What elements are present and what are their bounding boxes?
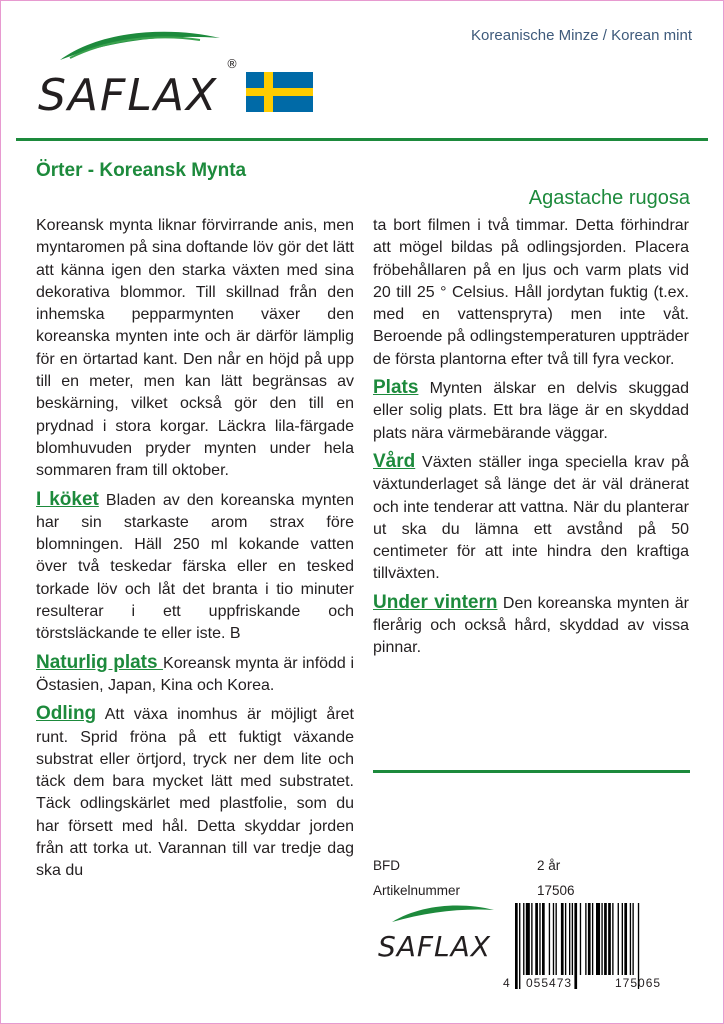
article-value: 17506	[537, 883, 575, 898]
barcode-bar	[572, 903, 573, 975]
barcode-bar	[592, 903, 593, 975]
left-column	[36, 215, 354, 889]
barcode-bar	[574, 903, 577, 989]
barcode-bar	[539, 903, 540, 975]
growing-text: Att växa inomhus är möjligt året runt. Sprid fröna på ett fuktigt växande substrat eller örtjord, tryck ner dem lite och täck dem bara mycket lätt med substratet. Täck odlingskärlet med plastfolie, som du har försett med hål. Detta skyddar jorden från att torka ut. Varannan till var tredje dag ska du	[36, 706, 354, 880]
barcode-bar	[569, 903, 570, 975]
barcode-bar	[630, 903, 631, 975]
barcode-bar	[608, 903, 611, 975]
location-heading: Plats	[373, 377, 419, 399]
barcode-bar	[523, 903, 524, 975]
header-divider	[16, 138, 708, 141]
barcode-bar	[585, 903, 586, 975]
care-heading: Vård	[373, 450, 416, 472]
barcode-bar	[601, 903, 602, 975]
natural-text: Koreansk mynta är infödd i Östasien, Japan, Kina och Korea.	[36, 654, 354, 694]
article-label: Artikelnummer	[373, 883, 461, 898]
barcode-bar	[632, 903, 633, 975]
winter-text: Den koreanska mynten är flerårig och också hård, skyddad av vissa pinnar.	[373, 594, 689, 657]
barcode-bar	[624, 903, 627, 975]
barcode-bar	[596, 903, 600, 975]
barcode-group-1: 055473	[526, 976, 573, 990]
natural-section	[36, 652, 354, 698]
barcode-bar	[553, 903, 554, 975]
logo-text: SAFLAX	[38, 70, 219, 121]
kitchen-heading: I köket	[36, 488, 99, 510]
barcode-bar	[519, 903, 520, 989]
latin-name: Agastache rugosa	[528, 187, 690, 209]
intro-paragraph: Koreansk mynta liknar förvirrande anis, men myntaromen på sina doftande löv gör det lätt att känna igen den starka växten med sina dekorativa blommor. Till skillnad från den inhemska pepparmynten växer den koreanska mynten inte och är därför lämplig för en örtartad kant. Den når en höjd på upp till en meter, men kan lätt begränsas av beskärning, vilket också gör den till en prydnad i stora korgar. Läckra lila-färgade blomhuvuden pryder mynten under hela sommaren fram till oktober.	[36, 217, 354, 480]
svg-text:®: ®	[226, 57, 238, 71]
barcode-bar	[535, 903, 538, 975]
kitchen-text: Bladen av den koreanska mynten har sin starkaste arom strax före blomningen. Häll 250 ml kokande vatten över två teskedar färska eller en tesked torkade löv och låt det branta i tio minuter resulterar i ett uppfriskande och törstsläckande te eller iste. B	[36, 491, 354, 643]
location-section	[373, 377, 689, 445]
barcode-bar	[622, 903, 623, 975]
barcode-bar	[549, 903, 550, 975]
growing-section	[36, 703, 354, 882]
barcode-group-2: 175065	[615, 976, 662, 990]
care-section	[373, 451, 689, 586]
winter-section	[373, 592, 689, 660]
barcode-bar	[588, 903, 591, 975]
bfd-label: BFD	[373, 858, 400, 873]
barcode-bar	[618, 903, 619, 975]
barcode-bar	[565, 903, 566, 975]
barcode-bar	[515, 903, 518, 989]
product-line: Koreanische Minze / Korean mint	[471, 27, 692, 44]
right-column	[373, 215, 689, 666]
barcode-bar	[580, 903, 581, 975]
saflax-logo-small	[372, 900, 504, 964]
care-text: Växten ställer inga speciella krav på växtunderlaget så länge det är väl dränerat och inte tenderar att vattna. När du planterar ut ska du lämna ett avstånd på 50 centimeter för att inte hindra den kraftiga tillväxten.	[373, 453, 689, 583]
growing-continued: ta bort filmen i två timmar. Detta förhindrar att mögel bildas på odlingsjorden. Placera fröbehållaren på en ljus och varm plats vid 20 till 25 ° Celsius. Håll jordytan fuktig (t.ex. med en vattensprута) men inte våt. Beroende på odlingstemperaturen uppträder de första plantorna efter två till fyra veckor.	[373, 217, 689, 368]
saflax-logo	[30, 22, 250, 122]
barcode-bar	[604, 903, 607, 975]
barcode-first-digit: 4	[503, 976, 510, 990]
bfd-value: 2 år	[537, 858, 561, 873]
barcode-bar	[612, 903, 613, 975]
growing-heading: Odling	[36, 703, 97, 725]
barcode-bar	[526, 903, 530, 975]
section-divider	[373, 770, 690, 773]
location-text: Mynten älskar en delvis skuggad eller solig plats. Ett bra läge är en skyddad plats nära värmebärande väggar.	[373, 380, 689, 442]
page-title: Örter - Koreansk Mynta	[36, 160, 247, 181]
kitchen-section	[36, 489, 354, 646]
barcode-bar	[542, 903, 545, 975]
barcode-bar	[531, 903, 532, 975]
winter-heading: Under vintern	[373, 591, 498, 613]
logo-small-text: SAFLAX	[378, 930, 491, 963]
barcode-bar	[561, 903, 564, 975]
natural-heading: Naturlig plats	[36, 651, 164, 673]
barcode-bar	[556, 903, 557, 975]
swedish-flag-icon	[246, 72, 313, 112]
